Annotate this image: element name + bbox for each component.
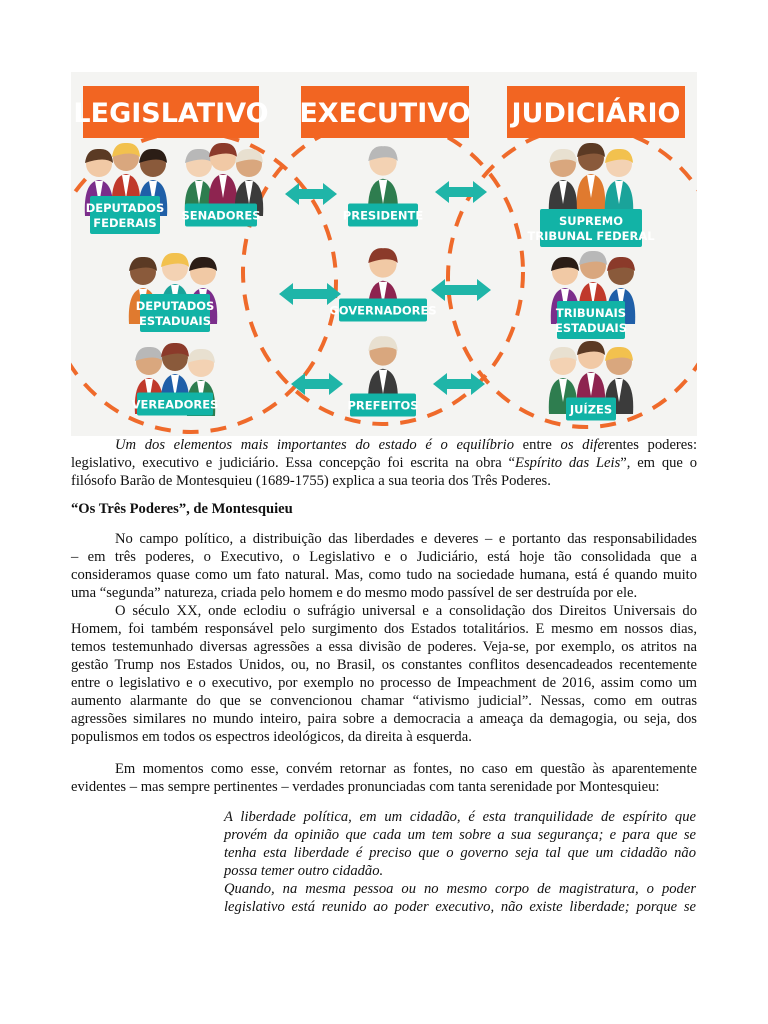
header-judiciario: JUDICIÁRIO	[511, 98, 681, 129]
header-legislativo: LEGISLATIVO	[73, 98, 269, 129]
paragraph-line: No campo político, a distribuição das liberdades e deveres – e portanto das responsabilidades	[115, 531, 697, 547]
label-governadores-text: GOVERNADORES	[329, 303, 437, 318]
paragraph-line: consideramos quase como um fato natural. Mas, como tudo na sociedade humana, está é quando muito	[71, 567, 697, 583]
paragraph-line: gestão Trump nos Estados Unidos, ou, no Brasil, os constantes conflitos desencadeados recentemente	[71, 657, 697, 673]
figure-caption	[71, 436, 697, 490]
label-deputados-federais-text: DEPUTADOS	[85, 201, 165, 215]
paragraph-line: Em momentos como esse, convém retornar as fontes, no caso em questão às aparentemente	[115, 761, 697, 777]
paragraph-line: agressões similares no mundo inteiro, paira sobre a democracia a ameaça da demagogia, ou seja, dos	[71, 711, 697, 727]
label-tribunais-estaduais-text: ESTADUAIS	[555, 321, 627, 335]
quote-line: A liberdade política, em um cidadão, é esta tranquilidade de espírito que	[224, 809, 696, 825]
label-deputados-estaduais	[136, 294, 215, 332]
paragraph-1	[71, 530, 697, 602]
label-prefeitos-text: PREFEITOS	[347, 398, 419, 413]
paragraph-line: O século XX, onde eclodiu o sufrágio universal e a consolidação dos Direitos Universais do	[115, 603, 697, 619]
quote-line: possa temer outro cidadão.	[224, 863, 384, 879]
caption-line-3: filósofo Barão de Montesquieu (1689-1755) explica a sua teoria dos Três Poderes.	[71, 473, 551, 489]
section-title: “Os Três Poderes”, de Montesquieu	[71, 501, 293, 517]
label-tribunais-estaduais	[555, 301, 627, 339]
label-vereadores	[132, 393, 219, 416]
paragraph-line: populismos em todos os espectros ideológicos, da direita à esquerda.	[71, 729, 472, 745]
paragraph-line: – em três poderes, o Executivo, o Legislativo e o Judiciário, está hoje tão consolidada que a	[71, 549, 697, 565]
label-juizes-text: JUÍZES	[569, 402, 613, 417]
paragraph-line: entre o legislativo e o executivo, por exemplo no processo de Impeachment de 2016, assim como um	[71, 675, 697, 691]
header-executivo: EXECUTIVO	[299, 98, 471, 129]
label-supremo-tribunal-federal-text: SUPREMO	[559, 214, 623, 228]
label-supremo-tribunal-federal	[527, 209, 655, 247]
label-presidente	[343, 204, 424, 227]
paragraph-line: evidentes – mas sempre pertinentes – verdades pronunciadas com tanta serenidade por Montesquieu:	[71, 779, 660, 795]
label-presidente-text: PRESIDENTE	[342, 208, 424, 223]
label-prefeitos	[347, 394, 418, 417]
paragraph-line: Homem, foi também responsável pelo surgimento dos Estados totalitários. E mesmo em nossos dias,	[71, 621, 697, 637]
label-deputados-federais-text: FEDERAIS	[93, 216, 157, 230]
quote-line: provém da opinião que cada um tem sobre a sua segurança; e para que se	[224, 827, 696, 843]
label-supremo-tribunal-federal-text: TRIBUNAL FEDERAL	[527, 229, 655, 243]
label-deputados-estaduais-text: ESTADUAIS	[139, 314, 211, 328]
paragraph-line: temos testemunhado diversas agressões a essa divisão de poderes. Veja-se, por exemplo, os atritos na	[71, 639, 697, 655]
label-vereadores-text: VEREADORES	[131, 397, 219, 412]
label-deputados-federais	[86, 196, 165, 234]
paragraph-2	[71, 602, 697, 746]
quote-line: Quando, na mesma pessoa ou no mesmo corpo de magistratura, o poder	[224, 881, 696, 897]
label-senadores-text: SENADORES	[181, 208, 261, 223]
label-tribunais-estaduais-text: TRIBUNAIS	[555, 306, 627, 320]
quote-line: tenha esta liberdade é preciso que o governo seja tal que um cidadão não	[224, 845, 696, 861]
caption-line-2: legislativo, executivo e judiciário. Essa concepção foi escrita na obra “Espírito das Leis”, em que o	[71, 455, 697, 471]
montesquieu-quote	[224, 808, 696, 916]
headers	[73, 86, 685, 138]
paragraph-line: aumento alarmante do que se convencionou chamar “ativismo judicial”. Nessas, como em outras	[71, 693, 697, 709]
three-powers-illustration	[71, 72, 697, 436]
label-deputados-estaduais-text: DEPUTADOS	[135, 299, 215, 313]
label-senadores	[182, 204, 261, 227]
label-governadores	[329, 299, 436, 322]
label-juizes	[566, 398, 616, 421]
caption-line-1: Um dos elementos mais importantes do estado é o equilíbrio entre os diferentes poderes:	[115, 437, 697, 453]
quote-line: legislativo está reunido ao poder executivo, não existe liberdade; porque se	[224, 899, 696, 915]
paragraph-3	[71, 760, 697, 796]
paragraph-line: uma “segunda” natureza, criada pelo homem e do mesmo modo passível de ser destruída por ele.	[71, 585, 638, 601]
